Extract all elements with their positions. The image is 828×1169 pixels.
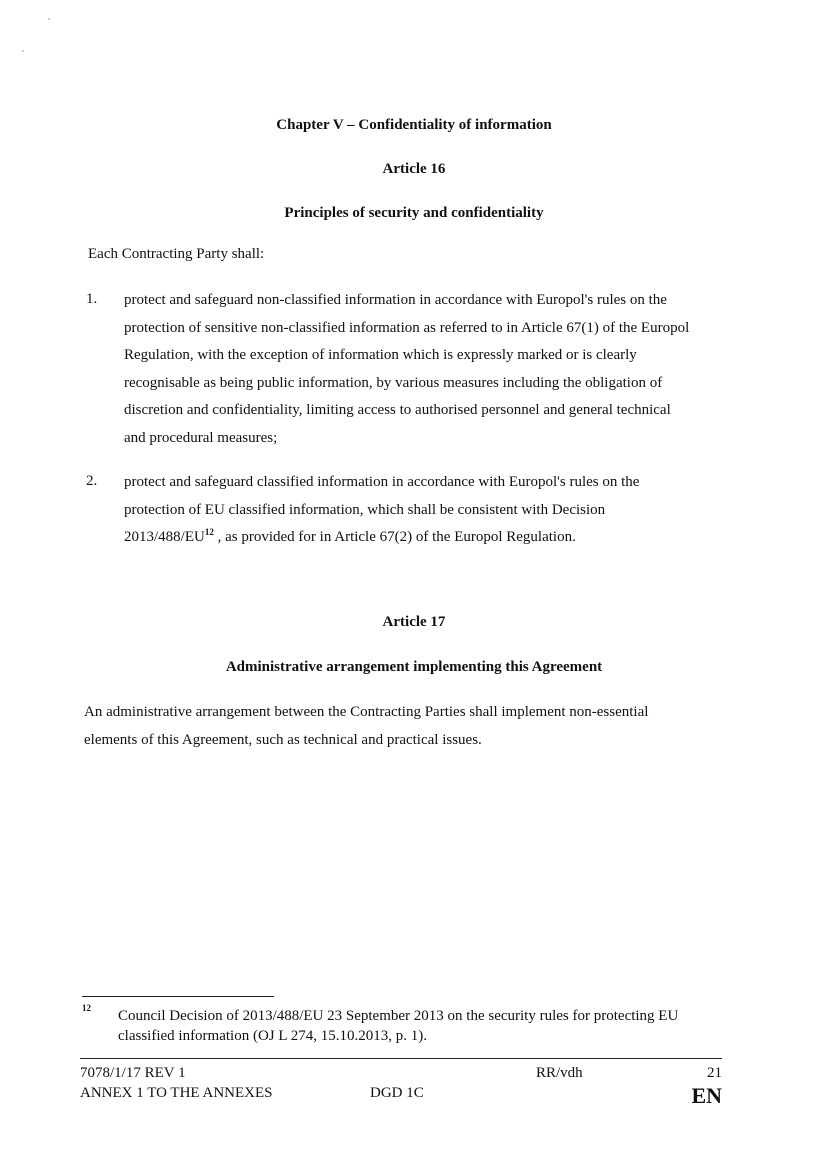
- item-line: Regulation, with the exception of information which is expressly marked or is clearly: [124, 347, 637, 363]
- footnote-line: classified information (OJ L 274, 15.10.2013, p. 1).: [118, 1028, 427, 1044]
- footnote-separator: [82, 996, 274, 997]
- item-line: protection of EU classified information, which shall be consistent with Decision: [124, 501, 606, 518]
- item-line: recognisable as being public information, by various measures including the obligation of: [124, 374, 663, 391]
- item-line: protect and safeguard classified information in accordance with Europol's rules on the: [124, 474, 640, 490]
- item-number: 2.: [86, 473, 98, 489]
- initials: RR/vdh: [536, 1065, 583, 1081]
- footnote-ref: 12: [204, 527, 214, 537]
- annex-label: ANNEX 1 TO THE ANNEXES: [80, 1085, 273, 1101]
- footnote-number: 12: [82, 1003, 91, 1013]
- scan-speck: [22, 50, 24, 52]
- page-number: 21: [707, 1065, 722, 1081]
- doc-ref: 7078/1/17 REV 1: [80, 1065, 186, 1081]
- footnote-line: Council Decision of 2013/488/EU 23 September 2013 on the security rules for protecting EU: [118, 1008, 679, 1024]
- article-16-heading: Article 16: [382, 161, 446, 177]
- item-line: protect and safeguard non-classified information in accordance with Europol's rules on the: [124, 292, 667, 308]
- footnote-text: [118, 1006, 738, 1046]
- department: DGD 1C: [370, 1085, 424, 1101]
- language-code: EN: [691, 1083, 722, 1108]
- list-item: [124, 287, 724, 452]
- item-number: 1.: [86, 291, 98, 307]
- article-16-title: Principles of security and confidentiality: [284, 205, 544, 221]
- footer-separator: [80, 1058, 722, 1059]
- item-line: protection of sensitive non-classified information as referred to in Article 67(1) of the Europol: [124, 319, 690, 336]
- item-line-end: , as provided for in Article 67(2) of the Europol Regulation.: [213, 529, 576, 545]
- article-17-title: Administrative arrangement implementing this Agreement: [225, 659, 603, 675]
- intro-text: Each Contracting Party shall:: [88, 246, 265, 262]
- item-line: discretion and confidentiality, limiting access to authorised personnel and general technical: [124, 402, 671, 418]
- body-line: elements of this Agreement, such as technical and practical issues.: [84, 731, 482, 748]
- article-17-heading: Article 17: [382, 614, 446, 630]
- scan-speck: [48, 18, 50, 20]
- decision-ref: 2013/488/EU: [124, 529, 205, 545]
- item-line-with-footnote: [124, 524, 724, 552]
- chapter-title: Chapter V – Confidentiality of information: [276, 117, 552, 133]
- list-item: [124, 469, 724, 552]
- body-line: An administrative arrangement between the Contracting Parties shall implement non-essential: [84, 704, 649, 720]
- item-line: and procedural measures;: [124, 429, 278, 446]
- article-17-body: [84, 699, 744, 754]
